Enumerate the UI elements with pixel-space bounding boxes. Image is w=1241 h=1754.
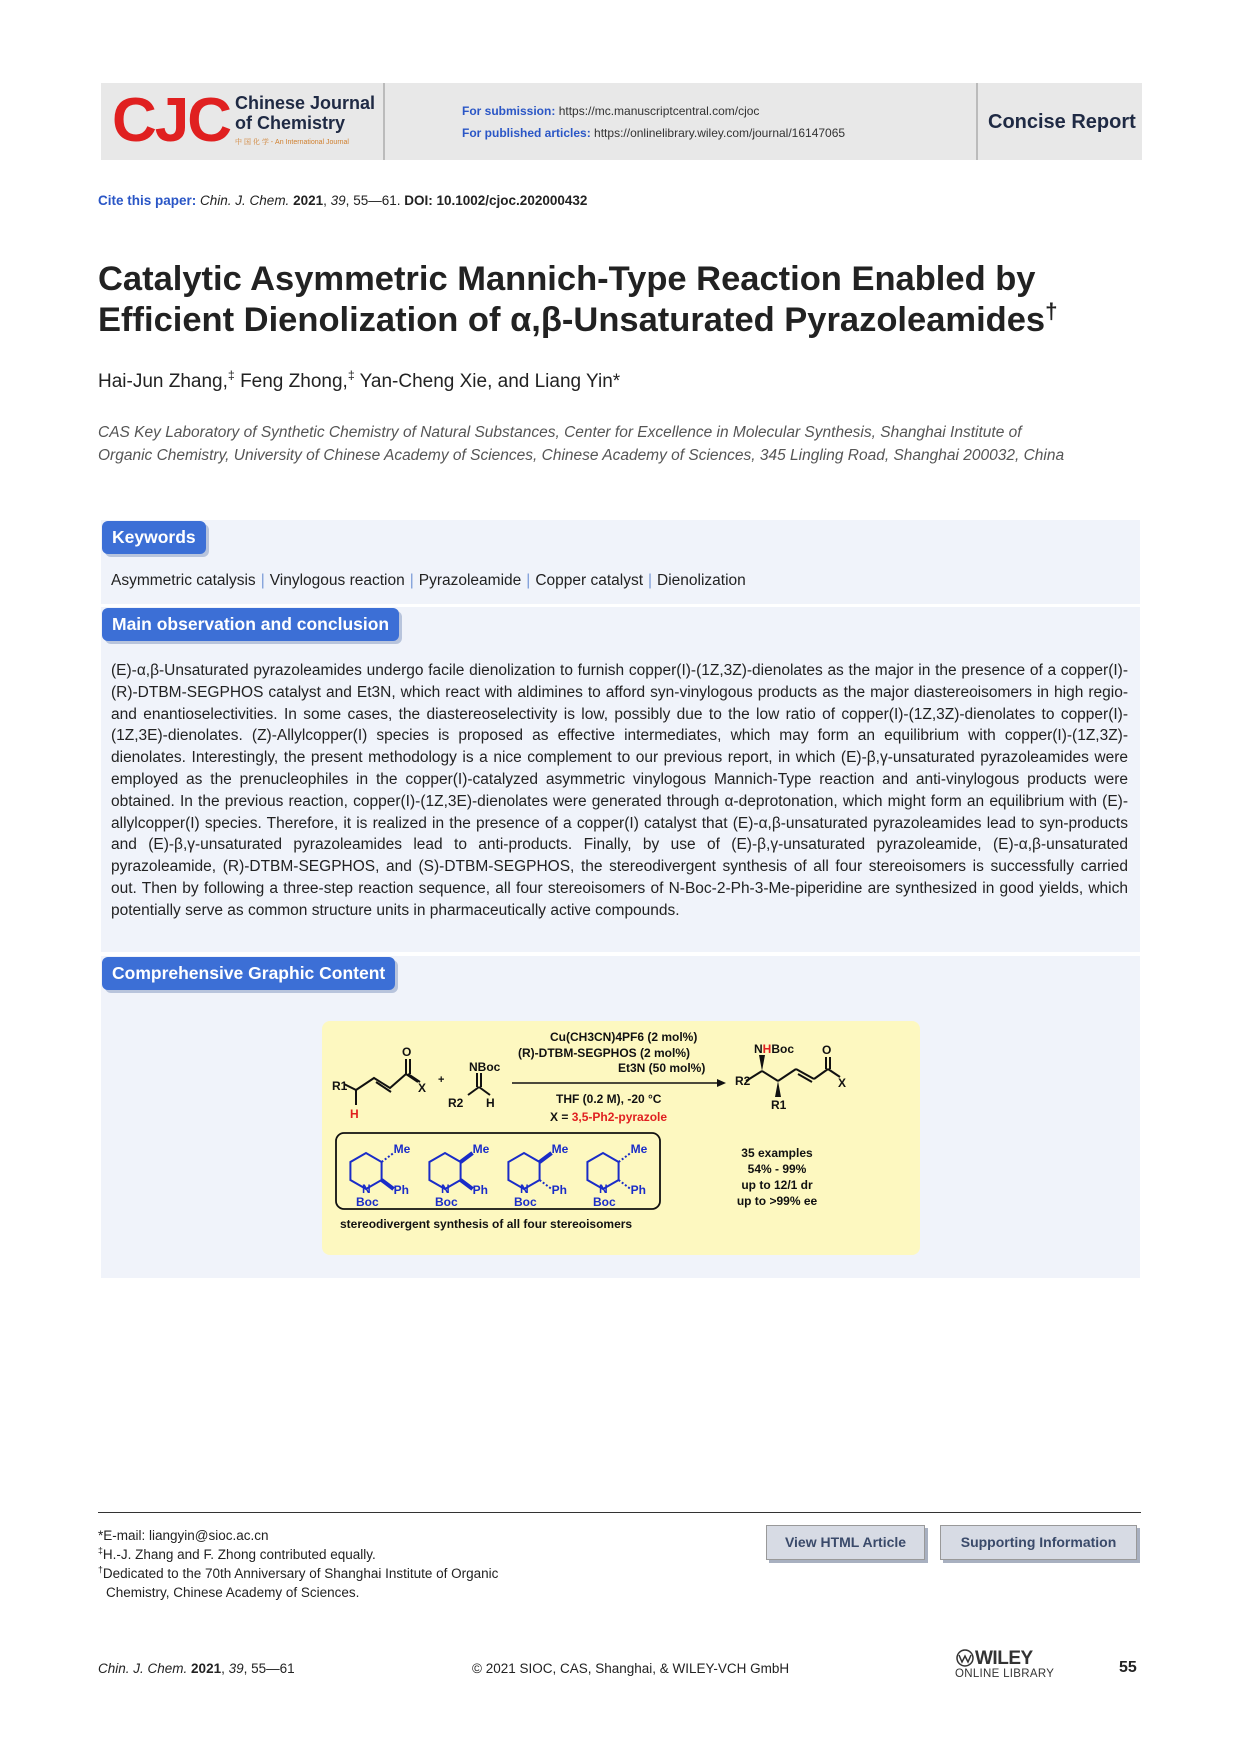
isomer-ph: Ph [630,1183,646,1197]
cite-doi[interactable]: DOI: 10.1002/cjoc.202000432 [404,193,588,208]
isomer-n: N [441,1182,450,1196]
keyword-list [111,572,746,590]
substrate-structure [344,1059,420,1105]
imine-r2: R2 [448,1096,464,1110]
piperidine-isomer [587,1142,647,1209]
published-label: For published articles: [462,126,591,140]
header-divider [976,83,978,160]
cite-label: Cite this paper: [98,193,197,208]
keyword: Vinylogous reaction [269,572,405,589]
isomer-me: Me [551,1142,569,1156]
isomer-boc: Boc [435,1195,458,1209]
condition-base: Et3N (50 mol%) [618,1061,706,1075]
keyword: Asymmetric catalysis [111,572,256,589]
graphic-caption: stereodivergent synthesis of all four stereoisomers [340,1217,633,1231]
isomer-boc: Boc [593,1195,616,1209]
journal-subtitle: 中 国 化 学 - An International Journal [235,139,349,146]
piperidine-isomer [429,1142,489,1209]
substrate-o: O [402,1045,412,1059]
substrate-r1: R1 [332,1079,348,1093]
main-observation-text: (E)-α,β-Unsaturated pyrazoleamides undergo facile dienolization to furnish copper(I)-(1Z,3Z)-dienolates as the major in the presence of a copper(I)-(R)-DTBM-SEGPHOS catalyst and Et3N, which react with aldimines to afford syn-vinylogous products as the major diastereoisomers in high regio- and enantioselectivities. In some cases, the diastereoselectivity is low, possibly due to the low ratio of copper(I)-(1Z,3Z)-dienolates to copper(I)-(1Z,3E)-dienolates. (Z)-Allylcopper(I) species is proposed as effective intermediates, which may form an equilibrium with copper(I)-(1Z,3Z)-dienolates. Interestingly, the present methodology is a nice complement to our previous report, in which (E)-β,γ-unsaturated pyrazoleamides were employed as the prenucleophiles in the copper(I)-catalyzed asymmetric vinylogous Mannich-Type reaction and anti-vinylogous products were obtained. In the previous reaction, copper(I)-(1Z,3E)-dienolates were generated through α-deprotonation, which might form an equilibrium with (E)-allylcopper(I) species. Therefore, it is realized in the presence of a copper(I) catalyst that (E)-α,β-unsaturated pyrazoleamides lead to syn-products and (E)-β,γ-unsaturated pyrazoleamides lead to anti-products. Finally, by use of (E)-β,γ-unsaturated pyrazoleamide, (E)-α,β-unsaturated pyrazoleamide, (R)-DTBM-SEGPHOS, and (S)-DTBM-SEGPHOS, the stereodivergent synthesis of all four stereoisomers is successfully carried out. Then by following a three-step reaction sequence, all four stereoisomers of N-Boc-2-Ph-3-Me-piperidine are synthesized in good yields, which potentially serve as common structure units in pharmaceutically active compounds. [111,662,1128,919]
isomer-ph: Ph [472,1183,488,1197]
title-dagger: † [1045,298,1058,324]
plus-sign: + [438,1074,445,1086]
author-list [98,368,621,393]
keyword-separator: | [260,572,265,589]
view-html-article-button[interactable]: View HTML Article [766,1525,925,1560]
submission-url[interactable]: https://mc.manuscriptcentral.com/cjoc [558,104,760,118]
journal-name-line2: of Chemistry [235,113,346,133]
condition-x: X = 3,5-Ph2-pyrazole [550,1110,668,1124]
isomer-me: Me [393,1142,411,1156]
cite-pages: 55—61. [353,193,401,208]
published-url[interactable]: https://onlinelibrary.wiley.com/journal/16147065 [594,126,846,140]
isomer-ph: Ph [393,1183,409,1197]
stat-yield: 54% - 99% [747,1162,807,1176]
isomer-n: N [520,1182,529,1196]
copyright: © 2021 SIOC, CAS, Shanghai, & WILEY-VCH GmbH [472,1661,790,1676]
product-r1: R1 [771,1098,787,1112]
imine-h: H [486,1096,495,1110]
footer-rule [98,1512,1141,1513]
graphic-heading: Comprehensive Graphic Content [102,957,395,990]
paper-title [98,259,1138,341]
piperidine-isomer [350,1142,410,1209]
isomer-boc: Boc [356,1195,379,1209]
stat-examples: 35 examples [741,1146,813,1160]
article-type: Concise Report [988,111,1136,133]
journal-name [235,93,375,133]
footnote-dedication [98,1564,498,1583]
main-observation-heading: Main observation and conclusion [102,608,399,641]
equal-mark: ‡ [227,368,235,383]
cjc-logo-letters: CJC [112,86,231,155]
author-1: Hai-Jun Zhang, [98,371,228,392]
product-wedge [759,1055,765,1071]
page-number: 55 [1119,1659,1137,1676]
author-2: Feng Zhong, [240,371,348,392]
wiley-logo-text: WILEY [975,1648,1033,1669]
isomer-me: Me [630,1142,648,1156]
title-line2 [98,300,1138,341]
stat-dr: up to 12/1 dr [741,1178,813,1192]
page-footer-citation: Chin. J. Chem. 2021, 39, 55—61 [98,1661,295,1676]
keyword: Copper catalyst [535,572,644,589]
supporting-information-button[interactable]: Supporting Information [940,1525,1137,1560]
footnote-equal [98,1545,498,1564]
condition-solvent: THF (0.2 M), -20 °C [556,1092,662,1106]
title-line2-text: Efficient Dienolization of α,β-Unsaturated Pyrazoleamides [98,301,1046,339]
submission-link[interactable] [462,104,759,118]
affiliation-line1: CAS Key Laboratory of Synthetic Chemistry of Natural Substances, Center for Excellence in Molecular Synthesis, Shanghai Institute of [98,424,1022,441]
isomer-me: Me [472,1142,490,1156]
product-r2: R2 [735,1074,751,1088]
reaction-arrowhead [717,1079,726,1087]
affiliation-line2: Organic Chemistry, University of Chinese Academy of Sciences, Chinese Academy of Sciences, 345 Lingling Road, Shanghai 200032, China [98,447,1065,464]
cite-volume: 39 [330,193,346,208]
keywords-heading: Keywords [102,521,206,554]
footnote-email[interactable]: *E-mail: liangyin@sioc.ac.cn [98,1528,269,1543]
footer-volume: 39 [228,1661,244,1676]
isomer-n: N [599,1182,608,1196]
isomer-boc: Boc [514,1195,537,1209]
substrate-x: X [418,1081,427,1095]
footnote-mark: † [98,1564,103,1575]
author-3-4: Yan-Cheng Xie, and Liang Yin* [359,371,621,392]
imine-nboc: NBoc [469,1060,501,1074]
keyword: Pyrazoleamide [418,572,522,589]
keyword-separator: | [526,572,531,589]
substrate-h: H [350,1107,359,1121]
product-nhboc: NHBoc [754,1042,795,1056]
keyword-separator: | [648,572,653,589]
keyword-separator: | [409,572,414,589]
keyword: Dienolization [657,572,746,589]
product-x: X [838,1076,847,1090]
graphic-abstract-scheme [322,1021,920,1255]
published-link[interactable] [462,126,845,140]
keywords-panel [101,520,1140,604]
piperidine-isomer [508,1142,568,1209]
cite-journal: Chin. J. Chem. [200,193,290,208]
journal-name-line1: Chinese Journal [235,93,376,113]
imine-structure [468,1073,490,1095]
condition-catalyst: Cu(CH3CN)4PF6 (2 mol%) [550,1030,698,1044]
footnote-dedication-line2: Chemistry, Chinese Academy of Sciences. [106,1585,360,1600]
cite-year: 2021 [293,193,324,208]
citation-line: Cite this paper: Chin. J. Chem. 2021, 39, 55—61. DOI: 10.1002/cjoc.202000432 [98,193,588,208]
condition-ligand: (R)-DTBM-SEGPHOS (2 mol%) [518,1046,690,1060]
stat-ee: up to >99% ee [736,1194,818,1208]
footnotes [98,1526,498,1602]
footer-pages: 55—61 [251,1661,295,1676]
footer-journal: Chin. J. Chem. [98,1661,188,1676]
affiliation [98,421,1138,467]
equal-mark: ‡ [347,368,355,383]
product-wedge [775,1081,781,1097]
footnote-mark: ‡ [98,1545,103,1556]
footer-year: 2021 [191,1661,222,1676]
footnote-dedication-text: Dedicated to the 70th Anniversary of Shanghai Institute of Organic [102,1566,499,1581]
header-divider [383,83,385,160]
title-line1: Catalytic Asymmetric Mannich-Type Reaction Enabled by [98,260,1036,298]
wiley-logo-icon [955,1648,975,1668]
product-o: O [822,1043,832,1057]
wiley-logo-subtext: ONLINE LIBRARY [955,1668,1055,1680]
submission-label: For submission: [462,104,556,118]
piperidine-isomers [350,1142,647,1209]
isomer-n: N [362,1182,371,1196]
isomer-ph: Ph [551,1183,567,1197]
footnote-equal-text: H.-J. Zhang and F. Zhong contributed equally. [102,1547,376,1562]
